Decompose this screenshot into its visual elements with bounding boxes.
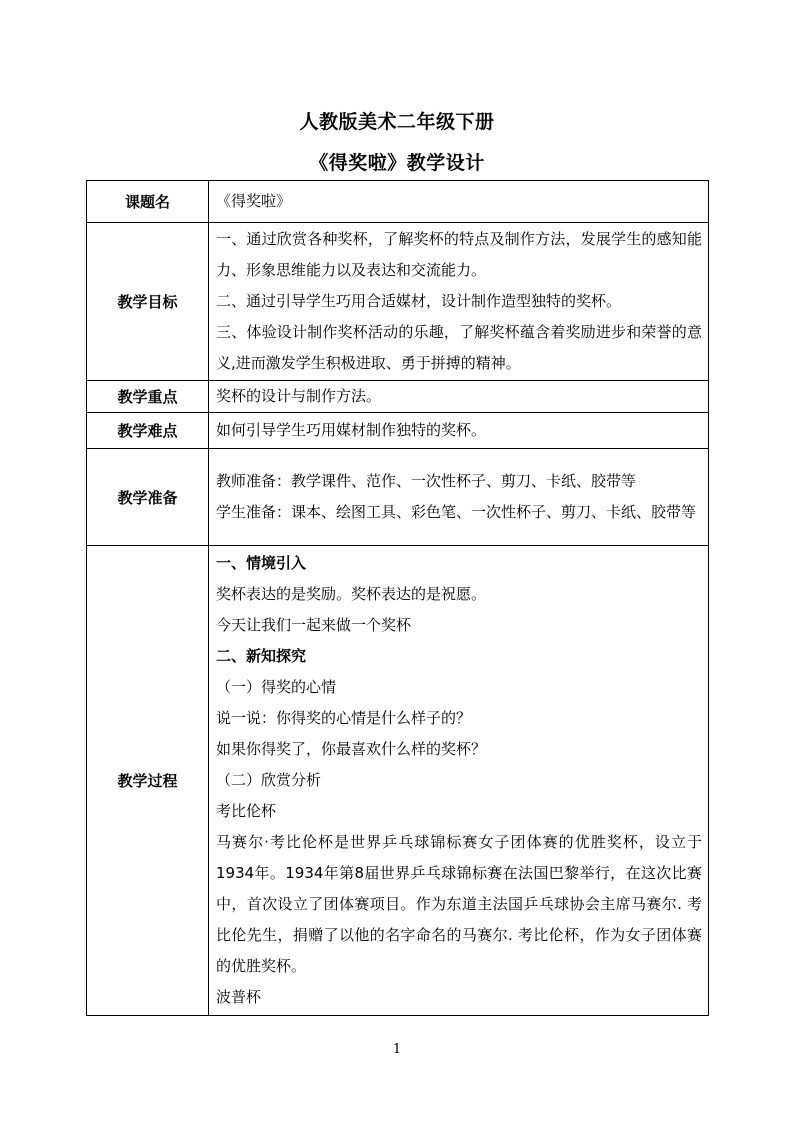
- process-question-1: 说一说：你得奖的心情是什么样子的？: [216, 709, 472, 727]
- process-subheading-2: （二）欣赏分析: [216, 771, 322, 789]
- process-cup-2: 波普杯: [216, 988, 262, 1006]
- process-subheading-1: （一）得奖的心情: [216, 678, 337, 696]
- row-value-difficulty: [209, 413, 709, 449]
- row-label-topic: 课题名: [87, 181, 209, 223]
- process-question-2: 如果你得奖了，你最喜欢什么样的奖杯？: [216, 740, 487, 758]
- row-label-difficulty: 教学难点: [87, 413, 209, 449]
- row-label-goals: 教学目标: [87, 223, 209, 381]
- table-row-topic: [87, 181, 709, 223]
- row-value-goals: [209, 223, 709, 381]
- page-number: 1: [392, 1042, 402, 1057]
- row-value-process: [209, 546, 709, 1016]
- table-row-difficulty: [87, 413, 709, 449]
- process-cup-description: 马赛尔·考比伦杯是世界乒乓球锦标赛女子团体赛的优胜奖杯，设立于1934年。1934年第8届世界乒乓球锦标赛在法国巴黎举行，在这次比赛中，首次设立了团体赛项目。作为东道主法国乒乓球协会主席马赛尔. 考比伦先生，捐赠了以他的名字命名的马赛尔. 考比伦杯，作为女子团体赛的优胜奖杯。: [216, 833, 702, 975]
- table-row-prep: [87, 449, 709, 546]
- row-value-topic: [209, 181, 709, 223]
- table-row-goals: [87, 223, 709, 381]
- goal-item-1: 一、通过欣赏各种奖杯，了解奖杯的特点及制作方法，发展学生的感知能力、形象思维能力以及表达和交流能力。: [216, 230, 702, 279]
- topic-value: 《得奖啦》: [216, 192, 292, 210]
- process-para-2: 今天让我们一起来做一个奖杯: [216, 616, 412, 634]
- row-value-key: [209, 381, 709, 413]
- table-row-process: [87, 546, 709, 1016]
- key-value: 奖杯的设计与制作方法。: [216, 387, 382, 405]
- row-value-prep: [209, 449, 709, 546]
- table-row-key: [87, 381, 709, 413]
- difficulty-value: 如何引导学生巧用媒材制作独特的奖杯。: [216, 421, 487, 439]
- goal-item-3: 三、体验设计制作奖杯活动的乐趣，了解奖杯蕴含着奖励进步和荣誉的意义,进而激发学生积极进取、勇于拼搏的精神。: [216, 323, 702, 372]
- row-label-process: 教学过程: [87, 546, 209, 1016]
- doc-title-line1: 人教版美术二年级下册: [299, 111, 495, 133]
- process-para-1: 奖杯表达的是奖励。奖杯表达的是祝愿。: [216, 585, 487, 603]
- prep-teacher: 教师准备：教学课件、范作、一次性杯子、剪刀、卡纸、胶带等: [216, 472, 637, 490]
- process-cup-1: 考比伦杯: [216, 802, 277, 820]
- prep-student: 学生准备：课本、绘图工具、彩色笔、一次性杯子、剪刀、卡纸、胶带等: [216, 503, 697, 521]
- goal-item-2: 二、通过引导学生巧用合适媒材，设计制作造型独特的奖杯。: [216, 292, 622, 310]
- doc-title-line2: 《得奖啦》教学设计: [309, 152, 485, 174]
- process-heading-1: 一、情境引入: [216, 554, 307, 572]
- row-label-prep: 教学准备: [87, 449, 209, 546]
- row-label-key: 教学重点: [87, 381, 209, 413]
- lesson-plan-table: [86, 180, 709, 1016]
- process-heading-2: 二、新知探究: [216, 647, 307, 665]
